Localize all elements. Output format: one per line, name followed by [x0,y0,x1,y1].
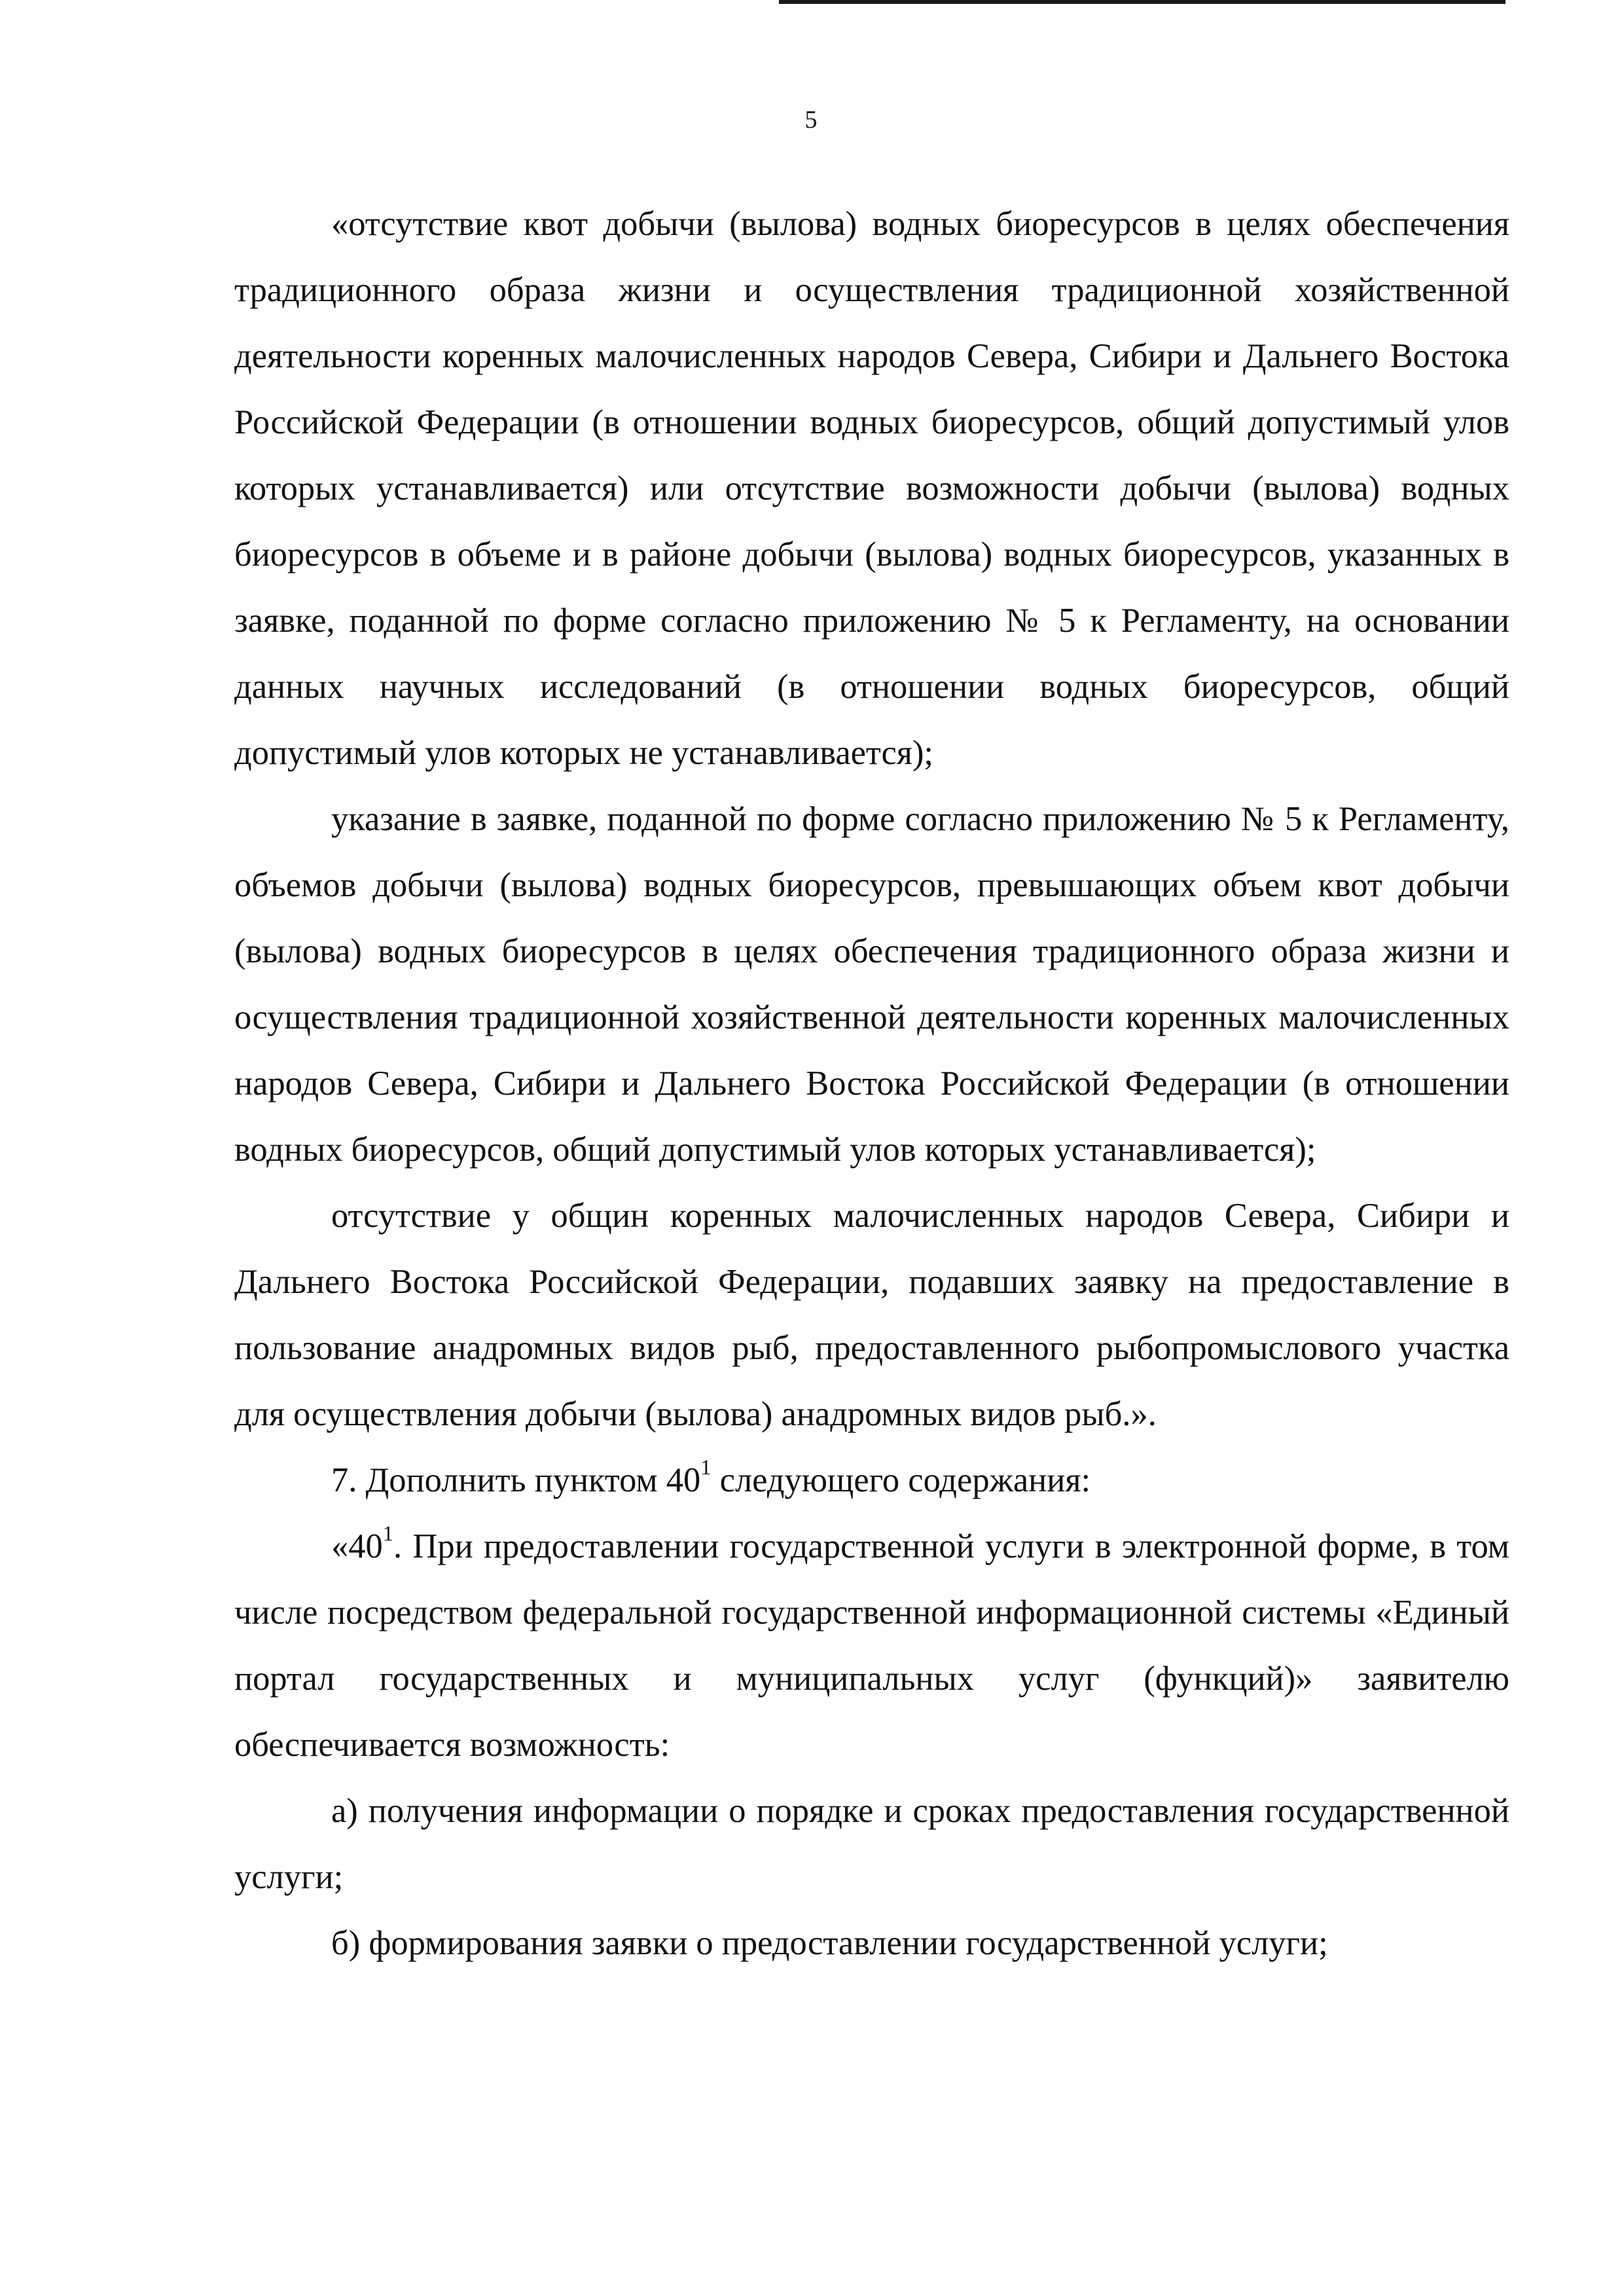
paragraph-item-40-1 [234,1514,1509,1778]
superscript: 1 [700,1455,712,1480]
paragraph-fishing-quota-absence: «отсутствие квот добычи (вылова) водных биоресурсов в целях обеспечения традиционного образа жизни и осуществления традиционной хозяйственной деятельности коренных малочисленных народов Севера, Сибири и Дальнего Востока Российской Федерации (в отношении водных биоресурсов, общий допустимый улов которых устанавливается) или отсутствие возможности добычи (вылова) водных биоресурсов в объеме и в районе добычи (вылова) водных биоресурсов, указанных в заявке, поданной по форме согласно приложению № 5 к Регламенту, на основании данных научных исследований (в отношении водных биоресурсов, общий допустимый улов которых не устанавливается); [234,205,1509,772]
paragraph-subitem-a: а) получения информации о порядке и сроках предоставления государственной услуги; [234,1792,1509,1896]
paragraph-excess-volume: указание в заявке, поданной по форме согласно приложению № 5 к Регламенту, объемов добычи (вылова) водных биоресурсов, превышающих объем квот добычи (вылова) водных биоресурсов в целях обеспечения традиционного образа жизни и осуществления традиционной хозяйственной деятельности коренных малочисленных народов Севера, Сибири и Дальнего Востока Российской Федерации (в отношении водных биоресурсов, общий допустимый улов которых устанавливается); [234,800,1509,1169]
paragraph-subitem-b: б) формирования заявки о предоставлении государственной услуги; [331,1924,1328,1962]
paragraph-amend-item-7 [234,1448,1509,1514]
text-segment: . При предоставлении государственной услуги в электронной форме, в том числе посредством федеральной государственной информационной системы «Единый портал государственных и муниципальных услуг (функций)» заявителю обеспечивается возможность: [234,1527,1509,1764]
paragraph-no-fishing-site: отсутствие у общин коренных малочисленных народов Севера, Сибири и Дальнего Востока Российской Федерации, подавших заявку на предоставление в пользование анадромных видов рыб, предоставленного рыбопромыслового участка для осуществления добычи (вылова) анадромных видов рыб.». [234,1197,1509,1433]
text-segment: «40 [331,1527,383,1565]
page-number: 5 [804,106,818,134]
text-segment: следующего содержания: [711,1461,1091,1499]
document-body [234,191,1509,1977]
superscript: 1 [382,1522,394,1546]
top-rule [779,0,1505,4]
text-segment: 7. Дополнить пунктом 40 [331,1461,701,1499]
